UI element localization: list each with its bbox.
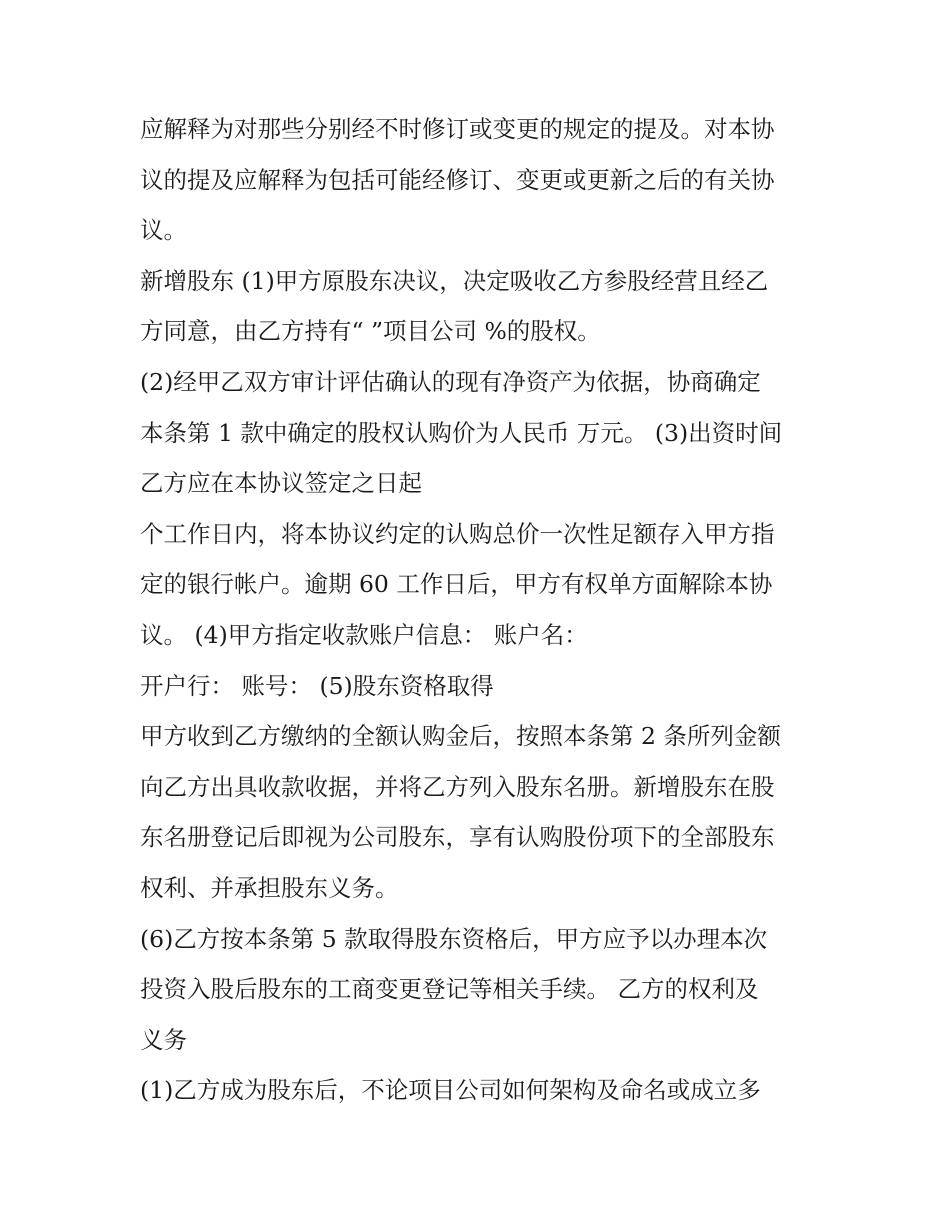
text-line: (2)经甲乙双方审计评估确认的现有净资产为依据，协商确定 <box>140 367 761 396</box>
text-line: 本条第 1 款中确定的股权认购价为人民币 万元。 (3)出资时间 <box>140 418 783 447</box>
text-line: 议。 (4)甲方指定收款账户信息： 账户名： <box>140 620 588 649</box>
text-line: 方同意，由乙方持有“ ”项目公司 %的股权。 <box>140 317 601 346</box>
text-line: 议。 <box>140 216 187 245</box>
text-line: 应解释为对那些分别经不时修订或变更的规定的提及。对本协 <box>140 115 775 143</box>
text-line: 义务 <box>140 1025 187 1054</box>
text-line: 新增股东 (1)甲方原股东决议，决定吸收乙方参股经营且经乙 <box>140 266 769 295</box>
text-line: 投资入股后股东的工商变更登记等相关手续。 乙方的权利及 <box>140 975 759 1004</box>
text-line: 东名册登记后即视为公司股东，享有认购股份项下的全部股东 <box>140 823 775 852</box>
document-body <box>140 104 820 1116</box>
text-line: 乙方应在本协议签定之日起 <box>140 469 422 498</box>
text-line: 向乙方出具收款收据，并将乙方列入股东名册。新增股东在股 <box>140 772 775 801</box>
text-line: (1)乙方成为股东后，不论项目公司如何架构及命名或成立多 <box>140 1076 761 1105</box>
text-line: 定的银行帐户。逾期 60 工作日后，甲方有权单方面解除本协 <box>140 570 773 599</box>
text-line: 甲方收到乙方缴纳的全额认购金后，按照本条第 2 条所列金额 <box>140 722 781 751</box>
text-line: (6)乙方按本条第 5 款取得股东资格后，甲方应予以办理本次 <box>140 924 768 953</box>
text-line: 个工作日内，将本协议约定的认购总价一次性足额存入甲方指 <box>140 519 775 548</box>
text-line: 开户行： 账号： (5)股东资格取得 <box>140 671 494 700</box>
text-line: 权利、并承担股东义务。 <box>140 873 399 902</box>
text-line: 议的提及应解释为包括可能经修订、变更或更新之后的有关协 <box>140 165 775 194</box>
